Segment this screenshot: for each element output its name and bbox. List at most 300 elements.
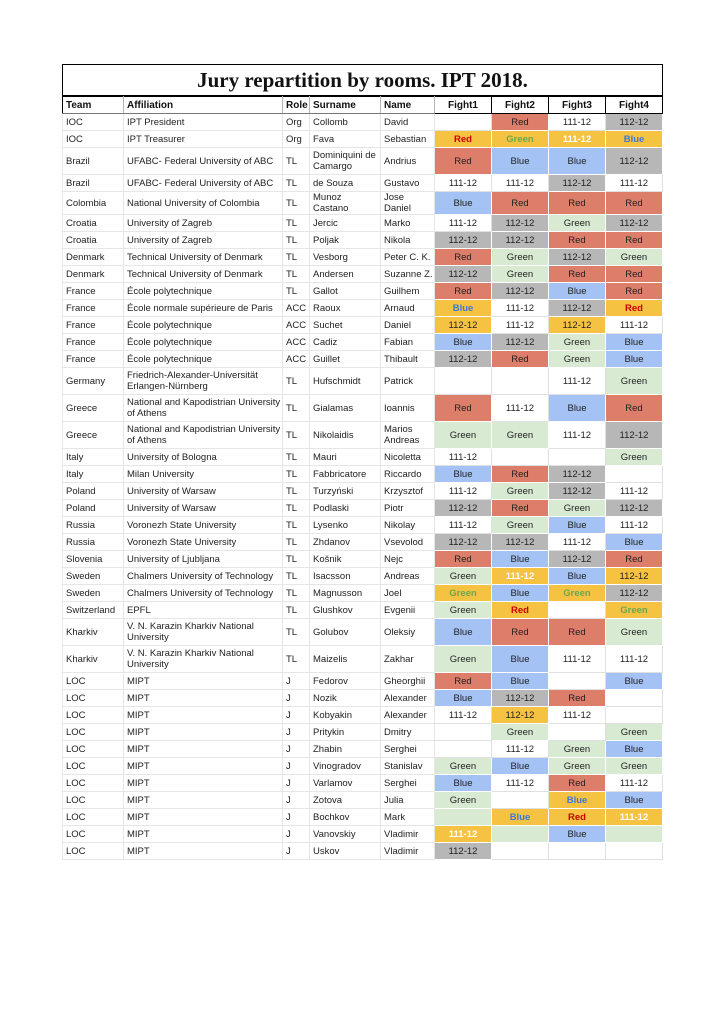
name-cell: Joel [381,585,435,602]
fight-cell: Blue [435,192,492,215]
table-row [63,148,663,175]
affiliation-cell: Voronezh State University [124,517,283,534]
name-cell: Oleksiy [381,619,435,646]
affiliation-cell: National and Kapodistrian University of Athens [124,395,283,422]
role-cell: TL [283,646,310,673]
fight-cell: Blue [492,758,549,775]
role-cell: TL [283,283,310,300]
table-row [63,283,663,300]
role-cell: TL [283,215,310,232]
fight-cell: Green [435,646,492,673]
surname-cell: Nozik [310,690,381,707]
name-cell: Ioannis [381,395,435,422]
team-cell: Brazil [63,175,124,192]
role-cell: ACC [283,334,310,351]
team-cell: Denmark [63,266,124,283]
affiliation-cell: MIPT [124,809,283,826]
table-row [63,368,663,395]
table-row [63,449,663,466]
affiliation-cell: University of Zagreb [124,232,283,249]
affiliation-cell: University of Warsaw [124,483,283,500]
role-cell: TL [283,534,310,551]
fight-cell: 111-12 [492,741,549,758]
table-row [63,483,663,500]
team-cell: LOC [63,707,124,724]
team-cell: Greece [63,422,124,449]
fight-cell: Blue [435,619,492,646]
fight-cell: 112-12 [492,232,549,249]
team-cell: LOC [63,690,124,707]
name-cell: Julia [381,792,435,809]
fight-cell: Green [549,334,606,351]
fight-cell: Blue [435,300,492,317]
column-header-team: Team [63,97,124,114]
team-cell: France [63,351,124,368]
column-header-surname: Surname [310,97,381,114]
fight-cell: Red [435,131,492,148]
fight-cell: 112-12 [549,317,606,334]
fight-cell [549,449,606,466]
fight-cell [606,707,663,724]
name-cell: Andrius [381,148,435,175]
surname-cell: Pritykin [310,724,381,741]
team-cell: Germany [63,368,124,395]
fight-cell: Red [549,809,606,826]
fight-cell: Blue [549,826,606,843]
fight-cell [549,602,606,619]
name-cell: Riccardo [381,466,435,483]
affiliation-cell: University of Zagreb [124,215,283,232]
table-row [63,422,663,449]
affiliation-cell: École normale supérieure de Paris [124,300,283,317]
table-row [63,568,663,585]
team-cell: LOC [63,741,124,758]
role-cell: J [283,741,310,758]
fight-cell: 111-12 [492,568,549,585]
fight-cell: Blue [606,534,663,551]
role-cell: TL [283,249,310,266]
fight-cell: Red [606,266,663,283]
fight-cell: 111-12 [435,483,492,500]
name-cell: Andreas [381,568,435,585]
affiliation-cell: Chalmers University of Technology [124,585,283,602]
affiliation-cell: MIPT [124,741,283,758]
role-cell: TL [283,422,310,449]
fight-cell: 111-12 [606,775,663,792]
fight-cell: Green [492,724,549,741]
fight-cell: Red [606,300,663,317]
name-cell: Fabian [381,334,435,351]
fight-cell: Blue [549,568,606,585]
team-cell: Brazil [63,148,124,175]
fight-cell: 112-12 [549,300,606,317]
role-cell: TL [283,619,310,646]
fight-cell: Green [549,585,606,602]
fight-cell: 111-12 [549,534,606,551]
fight-cell: 112-12 [606,422,663,449]
affiliation-cell: UFABC- Federal University of ABC [124,148,283,175]
column-header-fight4: Fight4 [606,97,663,114]
fight-cell: 111-12 [606,317,663,334]
fight-cell: 111-12 [549,422,606,449]
team-cell: Kharkiv [63,646,124,673]
fight-cell: Green [549,741,606,758]
team-cell: Kharkiv [63,619,124,646]
team-cell: Croatia [63,215,124,232]
affiliation-cell: MIPT [124,724,283,741]
affiliation-cell: École polytechnique [124,351,283,368]
table-row [63,131,663,148]
team-cell: Colombia [63,192,124,215]
table-row [63,724,663,741]
fight-cell: Blue [435,466,492,483]
fight-cell: Blue [606,131,663,148]
role-cell: J [283,673,310,690]
fight-cell: Blue [492,673,549,690]
team-cell: Sweden [63,568,124,585]
fight-cell: 111-12 [606,517,663,534]
name-cell: Sebastian [381,131,435,148]
affiliation-cell: University of Warsaw [124,500,283,517]
column-header-fight1: Fight1 [435,97,492,114]
fight-cell: 112-12 [606,585,663,602]
fight-cell: 112-12 [435,843,492,860]
role-cell: TL [283,192,310,215]
table-row [63,707,663,724]
team-cell: Croatia [63,232,124,249]
table-row [63,317,663,334]
fight-cell: Green [606,368,663,395]
table-row [63,619,663,646]
team-cell: LOC [63,809,124,826]
role-cell: ACC [283,317,310,334]
name-cell: Marios Andreas [381,422,435,449]
fight-cell [435,724,492,741]
affiliation-cell: IPT Treasurer [124,131,283,148]
affiliation-cell: MIPT [124,707,283,724]
column-header-fight3: Fight3 [549,97,606,114]
name-cell: Nikola [381,232,435,249]
table-row [63,351,663,368]
fight-cell: 111-12 [435,707,492,724]
fight-cell: 111-12 [435,449,492,466]
name-cell: Serghei [381,775,435,792]
table-row [63,266,663,283]
role-cell: J [283,724,310,741]
fight-cell: Green [492,517,549,534]
fight-cell: Red [549,192,606,215]
fight-cell: Green [435,585,492,602]
affiliation-cell: UFABC- Federal University of ABC [124,175,283,192]
team-cell: Sweden [63,585,124,602]
fight-cell: 112-12 [435,534,492,551]
fight-cell: 112-12 [435,266,492,283]
fight-cell [492,792,549,809]
name-cell: Vladimir [381,826,435,843]
table-row [63,690,663,707]
fight-cell: Green [435,792,492,809]
affiliation-cell: University of Ljubljana [124,551,283,568]
fight-cell: 112-12 [606,568,663,585]
column-header-name: Name [381,97,435,114]
fight-cell: 111-12 [549,131,606,148]
role-cell: Org [283,114,310,131]
surname-cell: Podlaski [310,500,381,517]
team-cell: Slovenia [63,551,124,568]
fight-cell: Green [492,131,549,148]
fight-cell: Green [606,449,663,466]
name-cell: Mark [381,809,435,826]
fight-cell: 111-12 [492,317,549,334]
role-cell: TL [283,500,310,517]
team-cell: LOC [63,843,124,860]
affiliation-cell: Voronezh State University [124,534,283,551]
fight-cell: Green [549,215,606,232]
affiliation-cell: Technical University of Denmark [124,266,283,283]
table-row [63,517,663,534]
fight-cell: Red [435,673,492,690]
team-cell: Italy [63,466,124,483]
name-cell: Nikolay [381,517,435,534]
surname-cell: Fedorov [310,673,381,690]
role-cell: TL [283,585,310,602]
name-cell: Marko [381,215,435,232]
fight-cell: 112-12 [492,283,549,300]
fight-cell: Blue [549,283,606,300]
fight-cell [606,690,663,707]
team-cell: Poland [63,500,124,517]
fight-cell: 112-12 [492,534,549,551]
fight-cell: Blue [492,551,549,568]
page-title: Jury repartition by rooms. IPT 2018. [62,64,663,96]
table-row [63,792,663,809]
fight-cell: 112-12 [606,114,663,131]
affiliation-cell: École polytechnique [124,317,283,334]
fight-cell: Red [492,500,549,517]
table-row [63,843,663,860]
fight-cell: Green [435,602,492,619]
role-cell: J [283,809,310,826]
name-cell: Gustavo [381,175,435,192]
name-cell: Vsevolod [381,534,435,551]
fight-cell: Red [549,232,606,249]
table-row [63,809,663,826]
surname-cell: Munoz Castano [310,192,381,215]
surname-cell: Raoux [310,300,381,317]
fight-cell: Blue [435,690,492,707]
affiliation-cell: V. N. Karazin Kharkiv National University [124,646,283,673]
affiliation-cell: Chalmers University of Technology [124,568,283,585]
surname-cell: Cadiz [310,334,381,351]
affiliation-cell: MIPT [124,775,283,792]
fight-cell: 112-12 [549,175,606,192]
name-cell: Gheorghii [381,673,435,690]
team-cell: LOC [63,826,124,843]
fight-cell: Green [606,724,663,741]
fight-cell: 112-12 [435,500,492,517]
affiliation-cell: University of Bologna [124,449,283,466]
role-cell: TL [283,551,310,568]
team-cell: France [63,300,124,317]
table-row [63,175,663,192]
fight-cell: Blue [606,334,663,351]
fight-cell: Green [606,619,663,646]
surname-cell: Magnusson [310,585,381,602]
name-cell: Dmitry [381,724,435,741]
fight-cell: Red [435,551,492,568]
fight-cell: Red [492,466,549,483]
surname-cell: Lysenko [310,517,381,534]
affiliation-cell: École polytechnique [124,334,283,351]
team-cell: IOC [63,114,124,131]
table-row [63,775,663,792]
jury-table [62,96,663,860]
role-cell: TL [283,568,310,585]
fight-cell: Red [606,551,663,568]
surname-cell: Glushkov [310,602,381,619]
surname-cell: Kobyakin [310,707,381,724]
affiliation-cell: MIPT [124,792,283,809]
fight-cell: 112-12 [435,351,492,368]
name-cell: Patrick [381,368,435,395]
role-cell: J [283,707,310,724]
fight-cell: Red [549,775,606,792]
fight-cell: Blue [606,741,663,758]
fight-cell: Red [606,232,663,249]
surname-cell: Vinogradov [310,758,381,775]
fight-cell: 111-12 [435,826,492,843]
name-cell: Vladimir [381,843,435,860]
role-cell: TL [283,232,310,249]
fight-cell: Red [492,351,549,368]
fight-cell: Blue [549,792,606,809]
surname-cell: Gialamas [310,395,381,422]
fight-cell: Blue [492,585,549,602]
fight-cell: 112-12 [549,483,606,500]
table-row [63,215,663,232]
surname-cell: Turzyński [310,483,381,500]
fight-cell: 111-12 [549,114,606,131]
role-cell: TL [283,466,310,483]
table-row [63,395,663,422]
surname-cell: Guillet [310,351,381,368]
name-cell: Stanislav [381,758,435,775]
surname-cell: Vesborg [310,249,381,266]
fight-cell: 112-12 [606,215,663,232]
surname-cell: Košnik [310,551,381,568]
fight-cell: 111-12 [492,395,549,422]
surname-cell: Fava [310,131,381,148]
affiliation-cell: MIPT [124,843,283,860]
fight-cell [606,843,663,860]
fight-cell: Blue [492,646,549,673]
fight-cell [435,809,492,826]
name-cell: Arnaud [381,300,435,317]
role-cell: TL [283,266,310,283]
team-cell: Greece [63,395,124,422]
name-cell: Daniel [381,317,435,334]
name-cell: Suzanne Z. [381,266,435,283]
column-header-role: Role [283,97,310,114]
table-header [63,97,663,114]
surname-cell: Jercic [310,215,381,232]
fight-cell [435,368,492,395]
affiliation-cell: National University of Colombia [124,192,283,215]
fight-cell: Red [435,283,492,300]
fight-cell: 111-12 [549,646,606,673]
role-cell: Org [283,131,310,148]
name-cell: Serghei [381,741,435,758]
surname-cell: Varlamov [310,775,381,792]
fight-cell [492,368,549,395]
role-cell: J [283,843,310,860]
fight-cell: Red [606,283,663,300]
table-row [63,758,663,775]
team-cell: Russia [63,534,124,551]
affiliation-cell: IPT President [124,114,283,131]
fight-cell: Blue [606,673,663,690]
fight-cell: 111-12 [549,707,606,724]
fight-cell: Red [606,395,663,422]
name-cell: Alexander [381,707,435,724]
fight-cell [435,741,492,758]
affiliation-cell: Friedrich-Alexander-Universität Erlangen-Nürnberg [124,368,283,395]
role-cell: TL [283,483,310,500]
table-row [63,741,663,758]
surname-cell: Suchet [310,317,381,334]
table-body [63,114,663,860]
fight-cell: Green [606,602,663,619]
affiliation-cell: École polytechnique [124,283,283,300]
surname-cell: Zhabin [310,741,381,758]
name-cell: Guilhem [381,283,435,300]
role-cell: TL [283,395,310,422]
fight-cell: 112-12 [492,334,549,351]
fight-cell: 111-12 [435,175,492,192]
team-cell: Denmark [63,249,124,266]
name-cell: Nicoletta [381,449,435,466]
table-row [63,534,663,551]
table-row [63,551,663,568]
fight-cell [606,466,663,483]
affiliation-cell: MIPT [124,690,283,707]
name-cell: Piotr [381,500,435,517]
team-cell: LOC [63,673,124,690]
affiliation-cell: Milan University [124,466,283,483]
name-cell: Jose Daniel [381,192,435,215]
table-row [63,114,663,131]
role-cell: J [283,690,310,707]
name-cell: Nejc [381,551,435,568]
team-cell: LOC [63,792,124,809]
team-cell: LOC [63,775,124,792]
role-cell: TL [283,602,310,619]
affiliation-cell: MIPT [124,826,283,843]
fight-cell: Blue [549,517,606,534]
fight-cell [549,843,606,860]
affiliation-cell: MIPT [124,673,283,690]
fight-cell: Red [492,619,549,646]
fight-cell: Green [606,758,663,775]
surname-cell: Fabbricatore [310,466,381,483]
table-row [63,585,663,602]
surname-cell: Isacsson [310,568,381,585]
surname-cell: Golubov [310,619,381,646]
fight-cell: Green [549,500,606,517]
fight-cell: 112-12 [606,148,663,175]
fight-cell [549,673,606,690]
fight-cell: 111-12 [606,175,663,192]
